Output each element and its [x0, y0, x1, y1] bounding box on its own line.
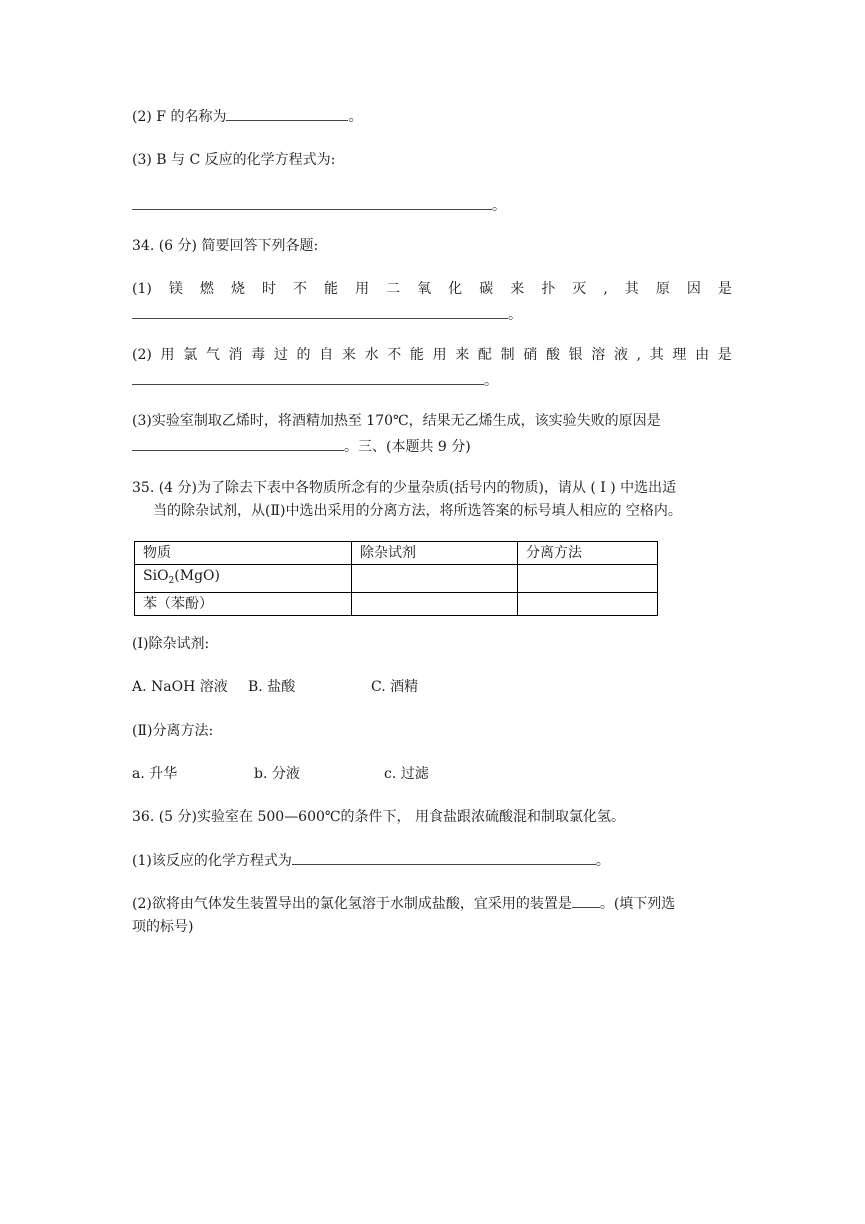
reagent-option-b: B. 盐酸	[248, 679, 296, 695]
q34-part2-char: 由	[695, 347, 710, 363]
q34-part2-char: 的	[296, 347, 311, 363]
q34-part1-char: 不	[293, 281, 307, 297]
answer-blank[interactable]	[572, 894, 600, 908]
formula-subscript: 2	[168, 576, 175, 586]
q34-part1-char: 二	[386, 281, 401, 297]
q34-part1-char: ,	[603, 281, 608, 297]
answer-blank[interactable]	[132, 305, 508, 319]
table-cell-method-answer[interactable]	[518, 593, 658, 616]
q33-part3-end: 。	[492, 198, 506, 214]
q34-part1-char: 碳	[479, 281, 494, 297]
method-option-b: b. 分液	[254, 766, 300, 782]
answer-blank[interactable]	[226, 107, 348, 121]
q34-part2-end: 。	[484, 373, 498, 389]
answer-blank[interactable]	[132, 371, 484, 385]
q34-part2-char: (2)	[132, 347, 152, 363]
table-cell-reagent-answer[interactable]	[352, 593, 518, 616]
q34-part1-char: 化	[448, 281, 463, 297]
table-cell-substance	[135, 565, 352, 593]
reagent-label: (Ⅰ)除杂试剂:	[132, 636, 210, 652]
q36-part2-text-end: 。(填下列选	[599, 896, 676, 912]
q34-part2-char: 能	[409, 347, 424, 363]
q34-part2-char: 制	[500, 347, 515, 363]
q36-part2-text: (2)欲将由气体发生装置导出的氯化氢溶于水制成盐酸，宜采用的装置是	[132, 896, 572, 912]
answer-blank[interactable]	[132, 437, 344, 451]
q35-line2: 当的除杂试剂，从(Ⅱ)中选出采用的分离方法，将所选答案的标号填人相应的 空格内。	[153, 503, 682, 519]
answer-blank[interactable]	[292, 851, 596, 865]
formula-main: SiO	[143, 568, 169, 584]
q36-part1	[132, 851, 610, 870]
q34-part2-char: 溶	[591, 347, 606, 363]
method-option-a: a. 升华	[132, 766, 178, 782]
q34-part2-answer-line	[132, 371, 498, 390]
q33-part3-text: (3) B 与 C 反应的化学方程式为:	[132, 152, 336, 168]
q34-part1-char: (1)	[132, 281, 152, 297]
q34-part1-char: 原	[655, 281, 670, 297]
table-header-row	[135, 542, 658, 565]
answer-blank[interactable]	[132, 196, 492, 210]
q34-part1-char: 燃	[199, 281, 214, 297]
reagent-option-a: A. NaOH 溶液	[132, 679, 228, 695]
method-option-c: c. 过滤	[384, 766, 429, 782]
q34-part2-char: 是	[717, 347, 732, 363]
q34-part2-char: 硝	[523, 347, 538, 363]
q33-part2	[132, 107, 362, 126]
q34-part1-char: 时	[261, 281, 276, 297]
q34-part1-line	[132, 280, 732, 298]
q34-part1-char: 扑	[541, 281, 556, 297]
q34-part2-char: 用	[432, 347, 447, 363]
q34-part1-char: 镁	[168, 281, 183, 297]
q34-part2-char: 酸	[545, 347, 560, 363]
q34-part2-line	[132, 346, 732, 364]
q34-part2-char: 配	[477, 347, 492, 363]
q36-part1-text: (1)该反应的化学方程式为	[132, 853, 292, 869]
impurity-table	[134, 541, 658, 616]
q34-part2-char: 水	[364, 347, 379, 363]
q34-part3-answer-line	[132, 437, 471, 456]
q36-part1-end: 。	[595, 853, 610, 869]
table-header-cell: 分离方法	[518, 542, 658, 565]
q34-part2-char: 来	[455, 347, 470, 363]
q34-part2-char: 气	[205, 347, 220, 363]
q34-part2-char: 其	[649, 347, 664, 363]
q34-header: 34. (6 分) 简要回答下列各题:	[132, 238, 319, 254]
q36-header: 36. (5 分)实验室在 500—600℃的条件下， 用食盐跟浓硫酸混和制取氯化氢。	[132, 809, 625, 825]
q34-part1-char: 能	[324, 281, 339, 297]
table-cell-method-answer[interactable]	[518, 565, 658, 593]
q35-line1: 35. (4 分)为了除去下表中各物质所念有的少量杂质(括号内的物质)，请从 ( Ⅰ ) 中选出适	[132, 480, 677, 496]
q34-part2-char: 用	[160, 347, 175, 363]
q34-part1-char: 用	[355, 281, 370, 297]
q34-part1-char: 灭	[572, 281, 587, 297]
method-label: (Ⅱ)分离方法:	[132, 723, 214, 739]
q34-part2-char: 来	[341, 347, 356, 363]
table-cell-reagent-answer[interactable]	[352, 565, 518, 593]
table-cell-substance: 苯（苯酚）	[135, 593, 352, 616]
q34-part2-char: 自	[319, 347, 334, 363]
q33-part3	[132, 151, 335, 169]
table-row	[135, 565, 658, 593]
q34-part1-char: 氧	[417, 281, 432, 297]
formula-impurity: (MgO)	[174, 568, 220, 584]
q34-part3-end: 。三、(本题共 9 分)	[344, 439, 471, 455]
q34-part1-char: 因	[686, 281, 701, 297]
q34-part1-answer-line	[132, 305, 522, 324]
q34-part3-line: (3)实验室制取乙烯时，将酒精加热至 170℃，结果无乙烯生成，该实验失败的原因是	[132, 413, 661, 429]
q33-part2-end: 。	[348, 109, 363, 125]
table-header-cell: 物质	[135, 542, 352, 565]
q34-part1-char: 是	[717, 281, 732, 297]
q34-part2-char: 银	[568, 347, 583, 363]
q33-part2-text: (2) F 的名称为	[132, 109, 227, 125]
q34-part2-char: ,	[636, 347, 642, 363]
q34-part2-char: 理	[672, 347, 687, 363]
q34-part1-char: 烧	[230, 281, 245, 297]
table-row	[135, 593, 658, 616]
q34-part2-char: 氯	[183, 347, 198, 363]
q36-part2-line1	[132, 894, 675, 913]
q36-part2-line2: 项的标号)	[132, 919, 194, 935]
q34-part2-char: 不	[387, 347, 402, 363]
q34-part2-char: 液	[613, 347, 628, 363]
table-header-cell: 除杂试剂	[352, 542, 518, 565]
q34-part2-char: 消	[228, 347, 243, 363]
q34-part1-char: 其	[624, 281, 639, 297]
q34-part1-end: 。	[508, 307, 522, 323]
reagent-option-c: C. 酒精	[371, 679, 419, 695]
q34-part1-char: 来	[510, 281, 525, 297]
q33-part3-answer-line	[132, 196, 506, 215]
q34-part2-char: 过	[273, 347, 288, 363]
q34-part2-char: 毒	[251, 347, 266, 363]
